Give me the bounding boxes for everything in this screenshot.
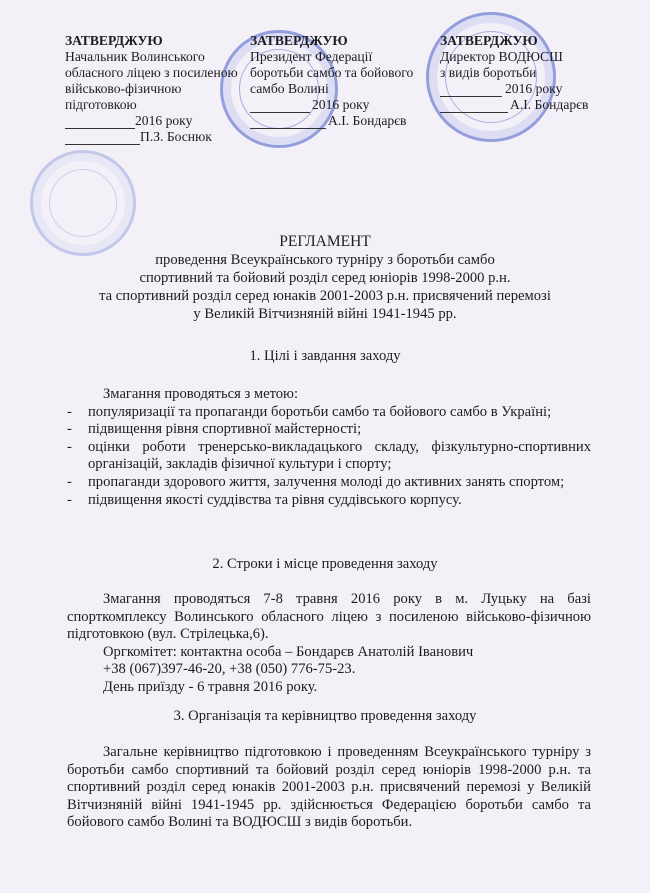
approve-label: ЗАТВЕРДЖУЮ bbox=[65, 33, 163, 48]
contact-phones: +38 (067)397-46-20, +38 (050) 776-75-23. bbox=[103, 661, 356, 678]
arrival-day: День приїзду - 6 травня 2016 року. bbox=[103, 678, 318, 695]
list-item: - підвищення рівня спортивної майстерності; bbox=[67, 421, 591, 439]
document-title-block bbox=[40, 233, 610, 323]
approval-block-vodyussh bbox=[440, 33, 588, 113]
section-2-heading: 2. Строки і місце проведення заходу bbox=[212, 556, 438, 572]
signature-line bbox=[65, 128, 135, 129]
list-item: - підвищення якості суддівства та рівня суддівського корпусу. bbox=[67, 492, 591, 510]
approver-name: А.І. Бондарєв bbox=[328, 113, 407, 128]
approve-label: ЗАТВЕРДЖУЮ bbox=[250, 33, 348, 48]
document-subtitle: та спортивний розділ серед юнаків 2001-2003 р.н. присвячений перемозі bbox=[99, 288, 551, 304]
approver-title: Директор ВОДЮСШ bbox=[440, 49, 563, 64]
document-subtitle: проведення Всеукраїнського турніру з боротьби самбо bbox=[155, 252, 495, 268]
section-1-heading: 1. Цілі і завдання заходу bbox=[249, 348, 401, 364]
approver-name: П.З. Боснюк bbox=[140, 129, 212, 144]
approver-name: А.І. Бондарєв bbox=[510, 97, 589, 112]
approval-date: 2016 року bbox=[312, 97, 370, 112]
approval-block-federation bbox=[250, 33, 413, 129]
signature-line bbox=[440, 96, 502, 97]
list-item: - популяризації та пропаганди боротьби самбо та бойового самбо в Україні; bbox=[67, 404, 591, 422]
approver-title: самбо Волині bbox=[250, 81, 329, 96]
approver-title: боротьби самбо та бойового bbox=[250, 65, 414, 80]
approver-title: обласного ліцею з посиленою bbox=[65, 65, 238, 80]
document-subtitle: спортивний та бойовий розділ серед юніорів 1998-2000 р.н. bbox=[139, 270, 511, 286]
approver-title: Президент Федерації bbox=[250, 49, 373, 64]
approver-title: з видів боротьби bbox=[440, 65, 537, 80]
section-1-body bbox=[67, 386, 591, 509]
signature-line bbox=[440, 112, 508, 113]
document-title: РЕГЛАМЕНТ bbox=[279, 233, 371, 250]
approver-title: Начальник Волинського bbox=[65, 49, 205, 64]
approval-date: 2016 року bbox=[505, 81, 563, 96]
approve-label: ЗАТВЕРДЖУЮ bbox=[440, 33, 538, 48]
section-3-paragraph: Загальне керівництво підготовкою і проведенням Всеукраїнського турніру з боротьби самбо спортивний та бойовий розділ серед юніорів 1998-2000 р.н. та спортивний розділ серед юнаків 2001-2003 р.н. присвячений перемозі у Великій Вітчизняній війні 1941-1945 рр. здійснюється Федерацією боротьби самбо та бойового самбо Волині та ВОДЮСШ з видів боротьби. bbox=[67, 744, 591, 831]
signature-line bbox=[250, 112, 310, 113]
section-1-intro: Змагання проводяться з метою: bbox=[103, 386, 299, 402]
document-subtitle: у Великій Вітчизняній війні 1941-1945 рр. bbox=[193, 306, 457, 322]
section-2-body bbox=[67, 591, 591, 697]
approver-title: підготовкою bbox=[65, 97, 137, 112]
signature-line bbox=[250, 128, 326, 129]
signature-line bbox=[65, 144, 140, 145]
contact-person: Оргкомітет: контактна особа – Бондарєв Анатолій Іванович bbox=[103, 643, 474, 660]
approver-title: військово-фізичною bbox=[65, 81, 182, 96]
list-item: - пропаганди здорового життя, залучення молоді до активних занять спортом; bbox=[67, 474, 591, 492]
section-2-paragraph: Змагання проводяться 7-8 травня 2016 року в м. Луцьку на базі спорткомплексу Волинського обласного ліцею з посиленою військово-фізичною підготовкою (вул. Стрілецька,6). bbox=[67, 591, 591, 643]
approval-date: 2016 року bbox=[135, 113, 193, 128]
list-item: - оцінки роботи тренерсько-викладацького складу, фізкультурно-спортивних організацій, закладів фізичної культури і спорту; bbox=[67, 439, 591, 474]
goals-list bbox=[67, 404, 591, 510]
section-3-heading: 3. Організація та керівництво проведення заходу bbox=[173, 708, 477, 724]
